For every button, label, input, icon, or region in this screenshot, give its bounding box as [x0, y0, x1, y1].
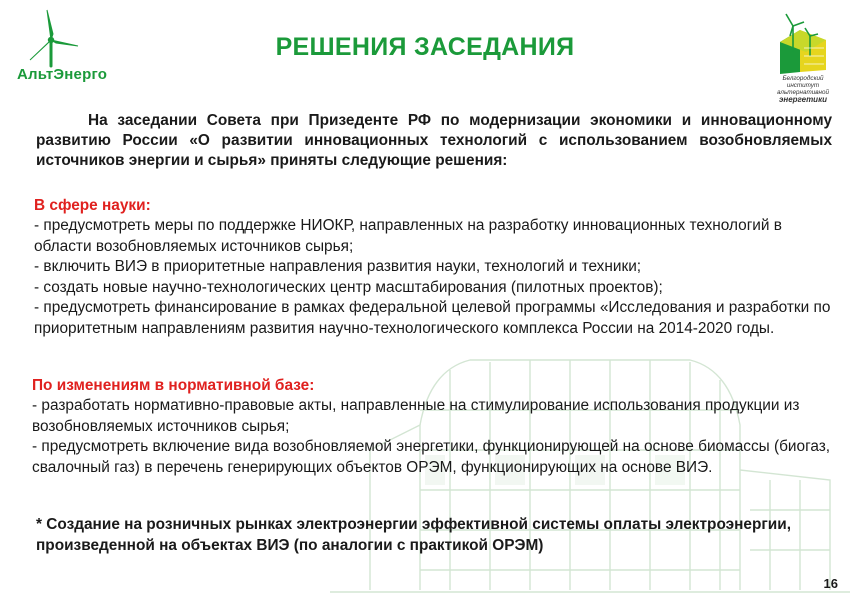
logo-right-line-2: альтернативной	[776, 89, 829, 96]
logo-right-line-1: Белгородский институт	[782, 75, 824, 89]
science-item: - предусмотреть меры по поддержке НИОКР, направленных на разработку инновационных технологий в области возобновляемых источников сырья;	[34, 217, 782, 255]
science-item: - включить ВИЭ в приоритетные направления развития науки, технологий и техники;	[34, 258, 642, 275]
regulatory-item: - разработать нормативно-правовые акты, направленные на стимулирование использования продукции из возобновляемых источников сырья;	[32, 397, 800, 435]
science-item: - создать новые научно-технологических центр масштабирования (пилотных проектов);	[34, 278, 663, 296]
science-heading: В сфере науки:	[34, 197, 151, 214]
intro-paragraph: На заседании Совета при Призеденте РФ по модернизации экономики и инновационному развитию России «О развитии инновационных технологий с использованием возобновляемых источников энергии и сырья» приняты следующие решения:	[36, 112, 832, 169]
page-title: РЕШЕНИЯ ЗАСЕДАНИЯ	[275, 33, 575, 61]
belgorod-institute-logo-text	[768, 75, 838, 104]
logo-right-line-3: энергетики	[778, 95, 828, 104]
footnote: * Создание на розничных рынках электроэнергии эффективной системы оплаты электроэнергии, произведенной на объектах ВИЭ (по аналогии с практикой ОРЭМ)	[36, 516, 792, 554]
altenergo-logo-text: АльтЭнерго	[17, 66, 108, 83]
science-item: - предусмотреть финансирование в рамках федеральной целевой программы «Исследования и разработки по приоритетным направлениям развития научно-технологического комплекса России на 2014-2020 годы.	[34, 299, 831, 337]
science-section	[34, 196, 840, 339]
regulatory-section	[32, 376, 838, 478]
regulatory-item: - предусмотреть включение вида возобновляемой энергетики, функционирующей на основе биомассы (биогаз, свалочный газ) в перечень генерирующих объектов ОРЭМ, функционирующих на основе ВИЭ.	[32, 438, 831, 476]
page-number: 16	[823, 576, 838, 591]
regulatory-heading: По изменениям в нормативной базе:	[32, 377, 315, 394]
